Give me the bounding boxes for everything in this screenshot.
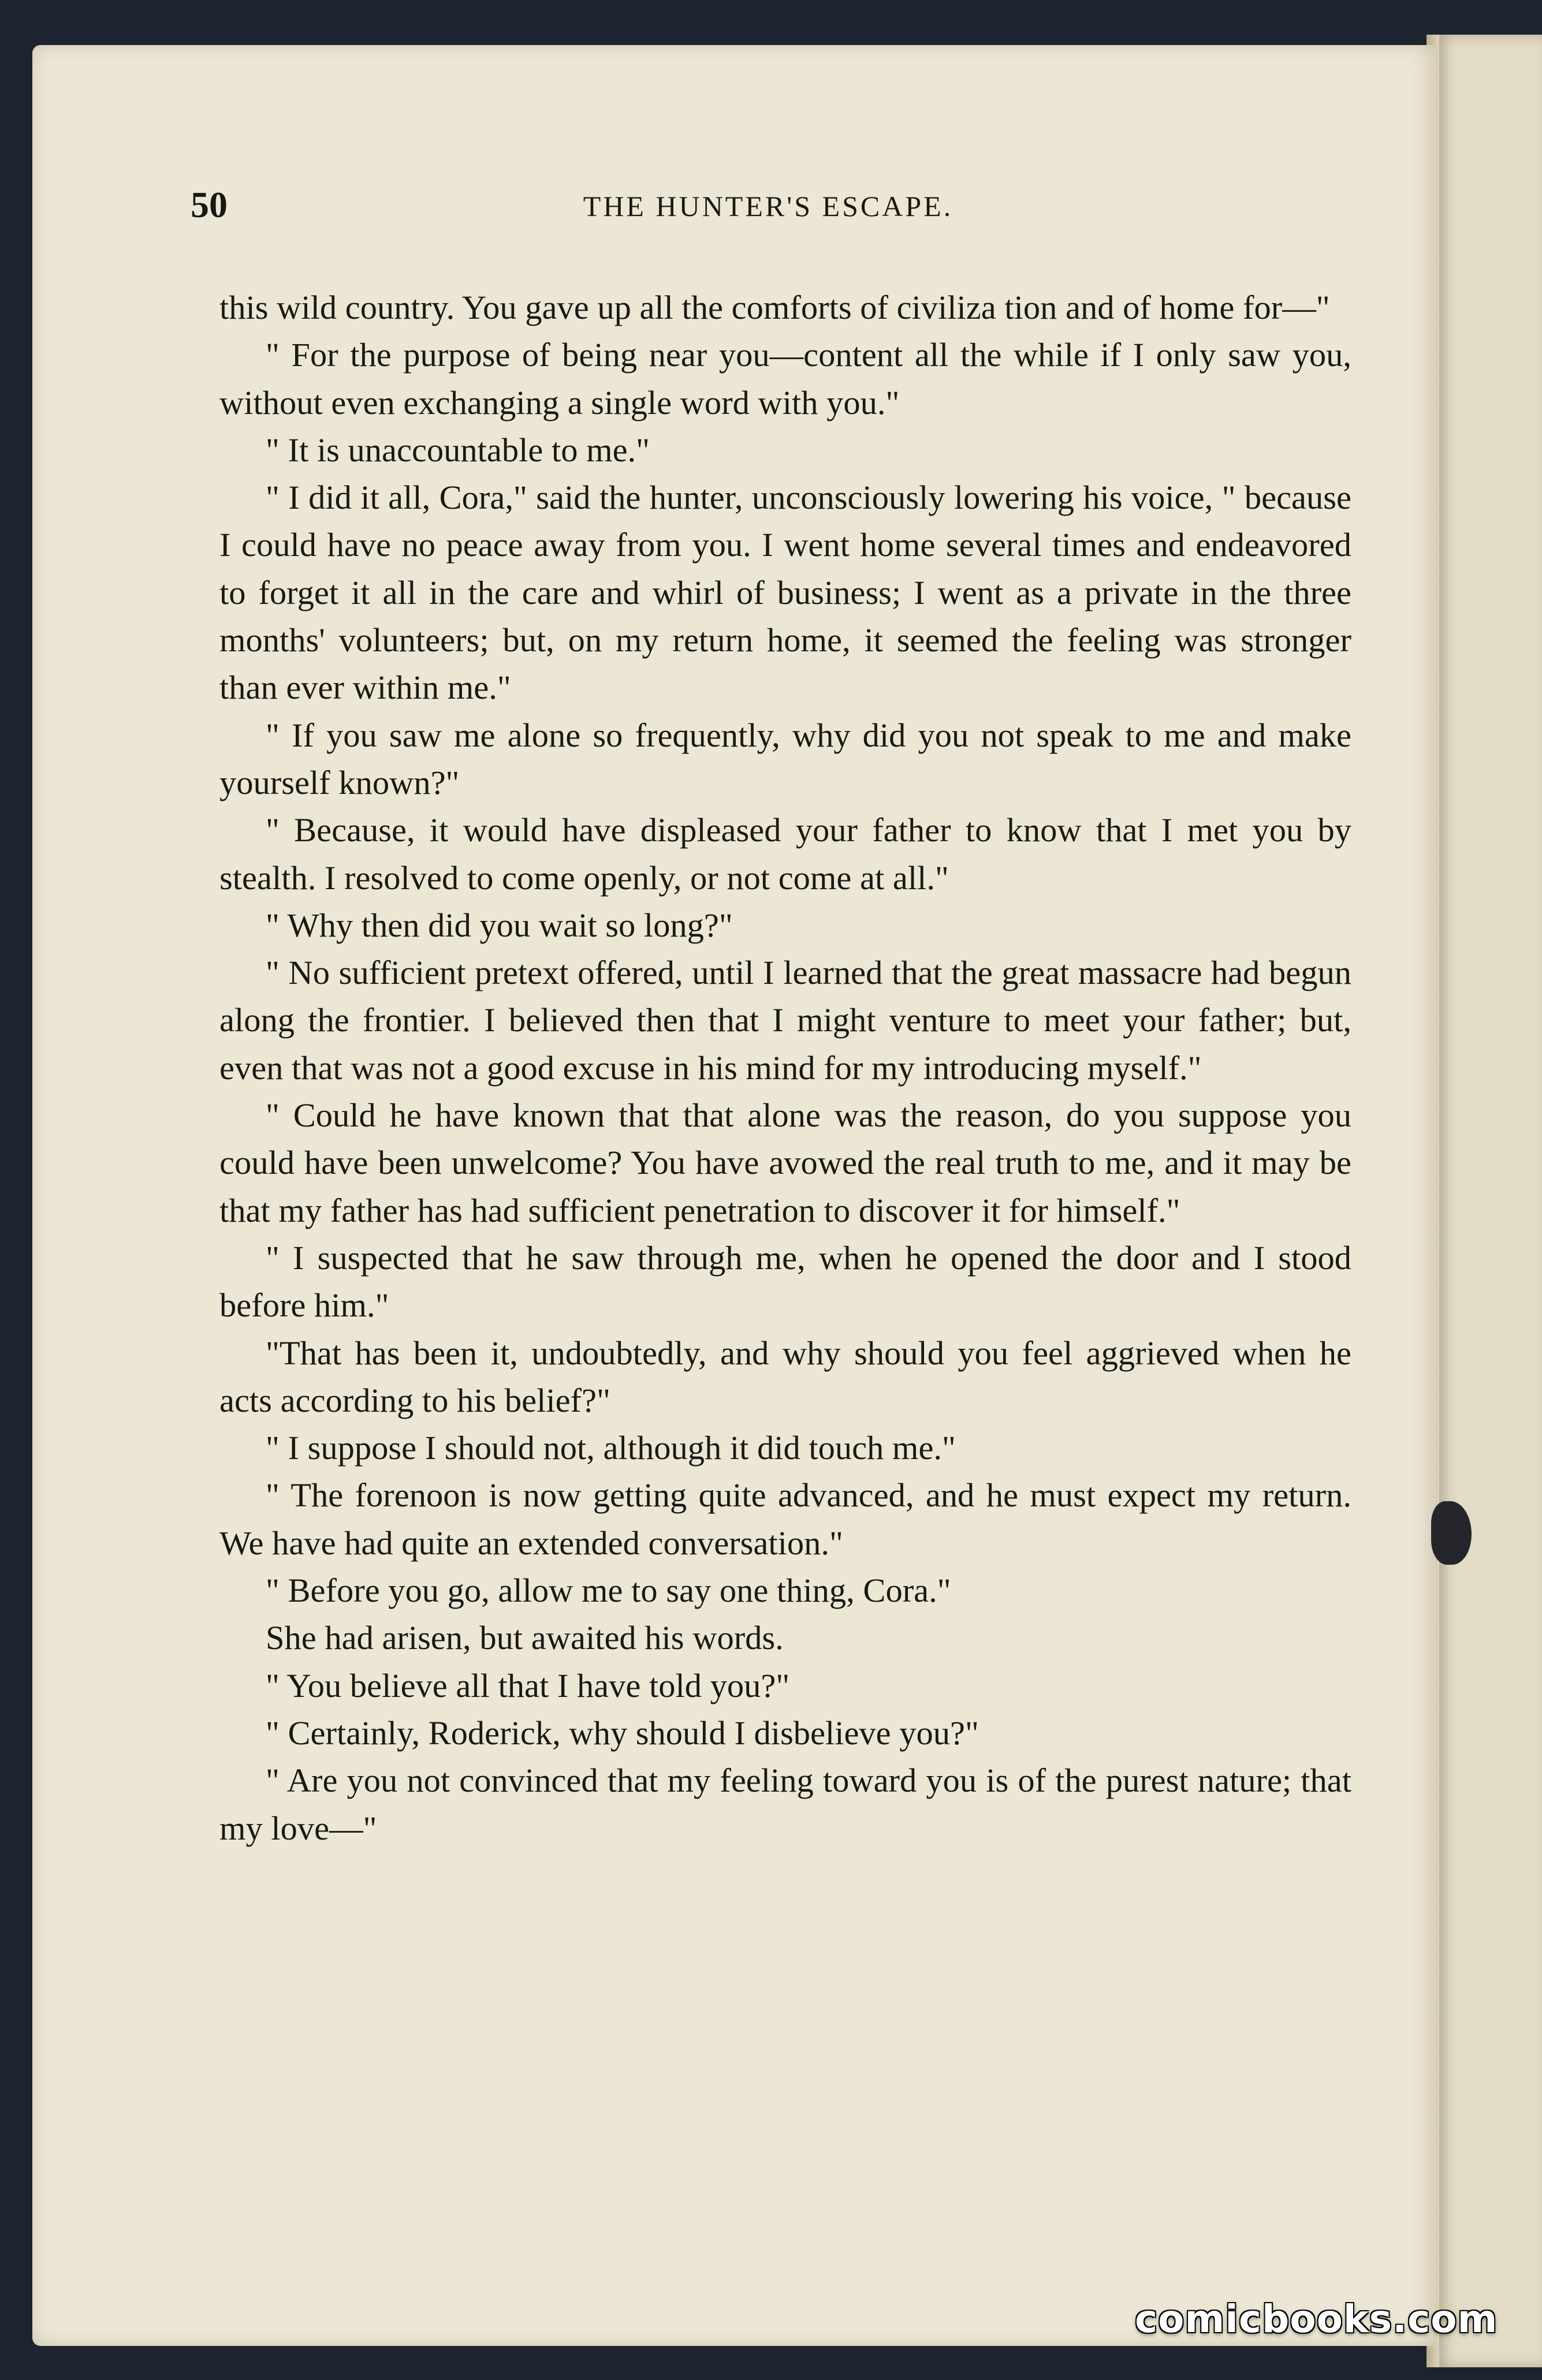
paragraph: " If you saw me alone so frequently, why did you not speak to me and make yourself known?" [219,716,1351,801]
page-header [191,184,1346,247]
paragraph: She had arisen, but awaited his words. [266,1619,784,1657]
paragraph: " You believe all that I have told you?" [266,1666,790,1704]
paragraph: this wild country. You gave up all the comforts of civiliza tion and of home for—" [219,289,1330,326]
paragraph: " Could he have known that that alone was the reason, do you suppose you could have been unwelcome? You have avowed the real truth to me, and it may be that my father has had sufficient penetration to discover it for himself." [219,1096,1351,1229]
running-head: THE HUNTER'S ESCAPE. [583,190,953,222]
paragraph: " Because, it would have displeased your father to know that I met you by stealth. I resolved to come openly, or not come at all." [219,811,1351,897]
paragraph: " Are you not convinced that my feeling toward you is of the purest nature; that my love—" [219,1762,1351,1847]
body-text [219,284,1351,1852]
paragraph: " The forenoon is now getting quite advanced, and he must expect my return. We have had quite an extended conversation." [219,1476,1351,1562]
paragraph: " For the purpose of being near you—content all the while if I only saw you, without even exchanging a single word with you." [219,336,1351,421]
facing-page [1436,35,1542,2367]
watermark: comicbooks.com [1135,2297,1498,2341]
paragraph: " Before you go, allow me to say one thing, Cora." [266,1572,951,1610]
paragraph: " I suppose I should not, although it did touch me." [266,1429,956,1467]
paragraph: " It is unaccountable to me." [266,431,650,469]
paragraph: " No sufficient pretext offered, until I learned that the great massacre had begun along the frontier. I believed then that I might venture to meet your father; but, even that was not a good excuse in his mind for my introducing myself." [219,954,1351,1087]
paragraph: " I suspected that he saw through me, when he opened the door and I stood before him." [219,1239,1351,1325]
page-number: 50 [191,184,228,225]
paragraph: " Why then did you wait so long?" [266,906,733,944]
paragraph: "That has been it, undoubtedly, and why should you feel aggrieved when he acts according to his belief?" [219,1334,1351,1419]
paragraph: " Certainly, Roderick, why should I disbelieve you?" [266,1714,979,1752]
paragraph: " I did it all, Cora," said the hunter, unconsciously lowering his voice, " because I could have no peace away from you. I went home several times and endeavored to forget it all in the care and whirl of business; I went as a private in the three months' volunteers; but, on my return home, it seemed the feeling was stronger than ever within me." [219,479,1351,707]
page-tear [1431,1501,1472,1565]
